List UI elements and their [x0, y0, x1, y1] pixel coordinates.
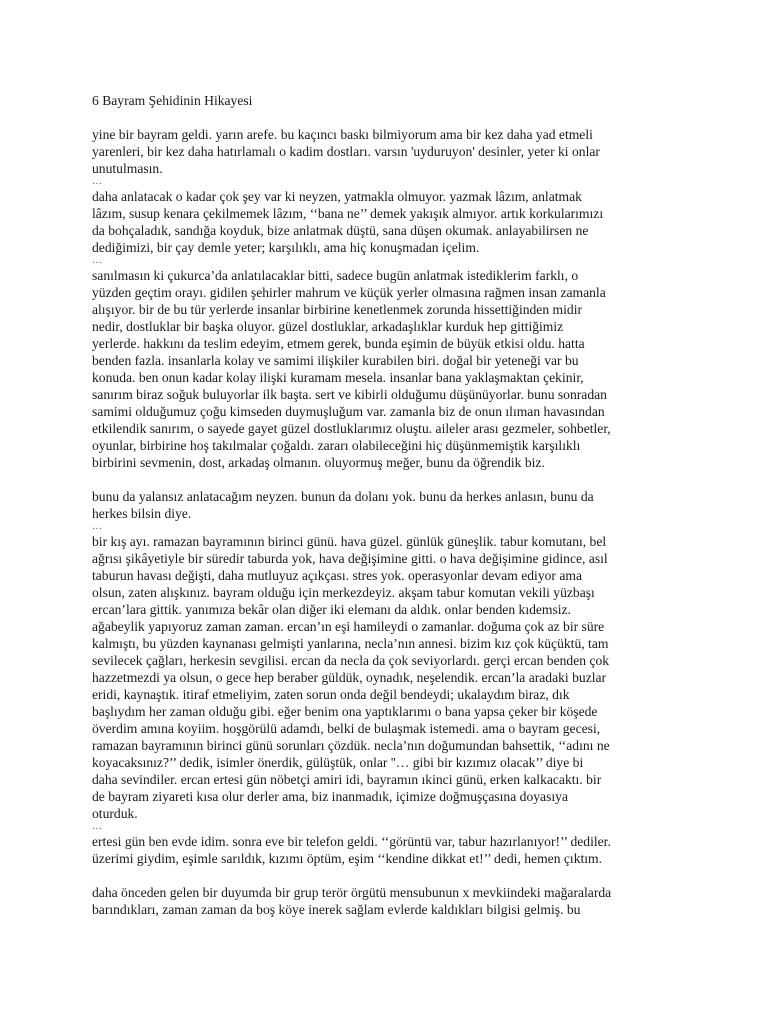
document-page [92, 92, 690, 918]
paragraph-gap [92, 471, 690, 488]
paragraph-2: daha anlatacak o kadar çok şey var ki neyzen, yatmakla olmuyor. yazmak lâzım, anlatmak lâzım, susup kenara çekilmemek lâzım, ‘‘bana ne’’ demek yakışık almıyor. artık korkularımızı da bohçaladık, sandığa koyduk, bize anlatmak düştü, sana düşen okumak. anlayabilirsen ne dediğimizi, bir çay demle yeter; karşılıklı, ama hiç konuşmadan içelim. [92, 189, 604, 255]
paragraph-4: bunu da yalansız anlatacağım neyzen. bunun da dolanı yok. bunu da herkes anlasın, bunu da herkes bilsin diye. [92, 489, 594, 521]
paragraph-7: daha önceden gelen bir duyumda bir grup terör örgütü mensubunun x mevkiindeki mağaralarda barındıkları, zaman zaman da boş köye inerek sağlam evlerde kaldıkları bilgisi gelmiş. bu [92, 885, 612, 917]
paragraph-gap [92, 867, 690, 884]
paragraph-1: yine bir bayram geldi. yarın arefe. bu kaçıncı baskı bilmiyorum ama bir kez daha yad etmeli yarenleri, bir kez daha hatırlamalı o kadim dostları. varsın 'uyduruyon' desinler, yeter ki onlar unutulmasın. [92, 127, 600, 176]
section-separator: … [92, 821, 103, 832]
section-separator: … [92, 521, 103, 532]
section-separator: … [92, 176, 103, 187]
paragraph-6: ertesi gün ben evde idim. sonra eve bir telefon geldi. ‘‘görüntü var, tabur hazırlanıyor!’’ dediler. üzerimi giydim, eşimle sarıldık, kızımı öptüm, eşim ‘‘kendine dikkat et!’’ dedi, hemen çıktım. [92, 834, 611, 866]
document-title: 6 Bayram Şehidinin Hikayesi [92, 93, 253, 108]
paragraph-5: bir kış ayı. ramazan bayramının birinci günü. hava güzel. günlük güneşlik. tabur komutanı, bel ağrısı şikâyetiyle bir süredir taburda yok, hava değişimine gitti. o hava değişimine gidince, asıl taburun havası değişti, daha mutluyuz açıkçası. stres yok. operasyonlar devam ediyor ama olsun, zaten alışkınız. bayram olduğu için merkezdeyiz. akşam tabur komutan vekili yüzbaşı ercan’lara gittik. yanımıza bekâr olan diğer iki elemanı da aldık. onlar benden kıdemsiz. ağabeylik yapıyoruz zaman zaman. ercan’ın eşi hamileydi o zamanlar. doğuma çok az bir süre kalmıştı, bu yüzden kaynanası gelmişti yanlarına, necla’nın annesi. bizim kız çok küçüktü, tam sevilecek çağları, herkesin sevgilisi. ercan da necla da çok seviyorlardı. gerçi ercan benden çok hazzetmezdi ya olsun, o gece hep beraber güldük, oynadık, neşelendik. ercan’la aradaki buzlar eridi, kaynaştık. itiraf etmeliyim, zaten sorun onda değil bendeydi; ukalaydım biraz, dık başlıydım her zaman olduğu gibi. eğer benim ona yaptıklarımı o bana yapsa çeker bir köşede överdim amına koyiim. hoşgörülü adamdı, belki de bulaşmak istemedi. ama o bayram gecesi, ramazan bayramının birinci günü sorunları çözdük. necla’nın doğumundan bahsettik, ‘‘adını ne koyacaksınız?’’ dedik, isimler önerdik, gülüştük, onlar ''… gibi bir kızımız olacak’’ diye bi daha sevindiler. ercan ertesi gün nöbetçi amiri idi, bayramın ıkinci günü, erken kalkacaktı. bir de bayram ziyareti kısa olur derler ama, biz inanmadık, içimize doğmuşçasına doyasıya oturduk. [92, 534, 610, 821]
paragraph-3: sanılmasın ki çukurca’da anlatılacaklar bitti, sadece bugün anlatmak istediklerim farklı, o yüzden geçtim orayı. gidilen şehirler mahrum ve küçük yerler olmasına rağmen insan zamanla alışıyor. bir de bu tür yerlerde insanlar birbirine kenetlenmek zorunda hissettiğinden midir nedir, dostluklar bir başka oluyor. güzel dostluklar, arkadaşlıklar kurduk hep gittiğimiz yerlerde. hakkını da teslim edeyim, etmem gerek, bunda eşimin de büyük etkisi oldu. hatta benden fazla. insanlarla kolay ve samimi ilişkiler kurabilen biri. doğal bir yeteneği var bu konuda. ben onun kadar kolay ilişki kuramam mesela. insanlar bana yaklaşmaktan çekinir, sanırım biraz soğuk buluyorlar ilk başta. sert ve kibirli olduğumu düşünüyorlar. bunu sonradan samimi olduğumuz çoğu kimseden duymuşluğum var. zamanla biz de onun ılıman havasından etkilendik sanırım, o sayede gayet güzel dostluklarımız oluştu. aileler arası gezmeler, sohbetler, oyunlar, birbirine hoş takılmalar çoğaldı. zararı olabileceğini hiç düşünmemiştik karşılıklı birbirini sevmenin, dost, arkadaş olmanın. oluyormuş meğer, bunu da öğrendik biz. [92, 268, 611, 470]
section-separator: … [92, 255, 103, 266]
